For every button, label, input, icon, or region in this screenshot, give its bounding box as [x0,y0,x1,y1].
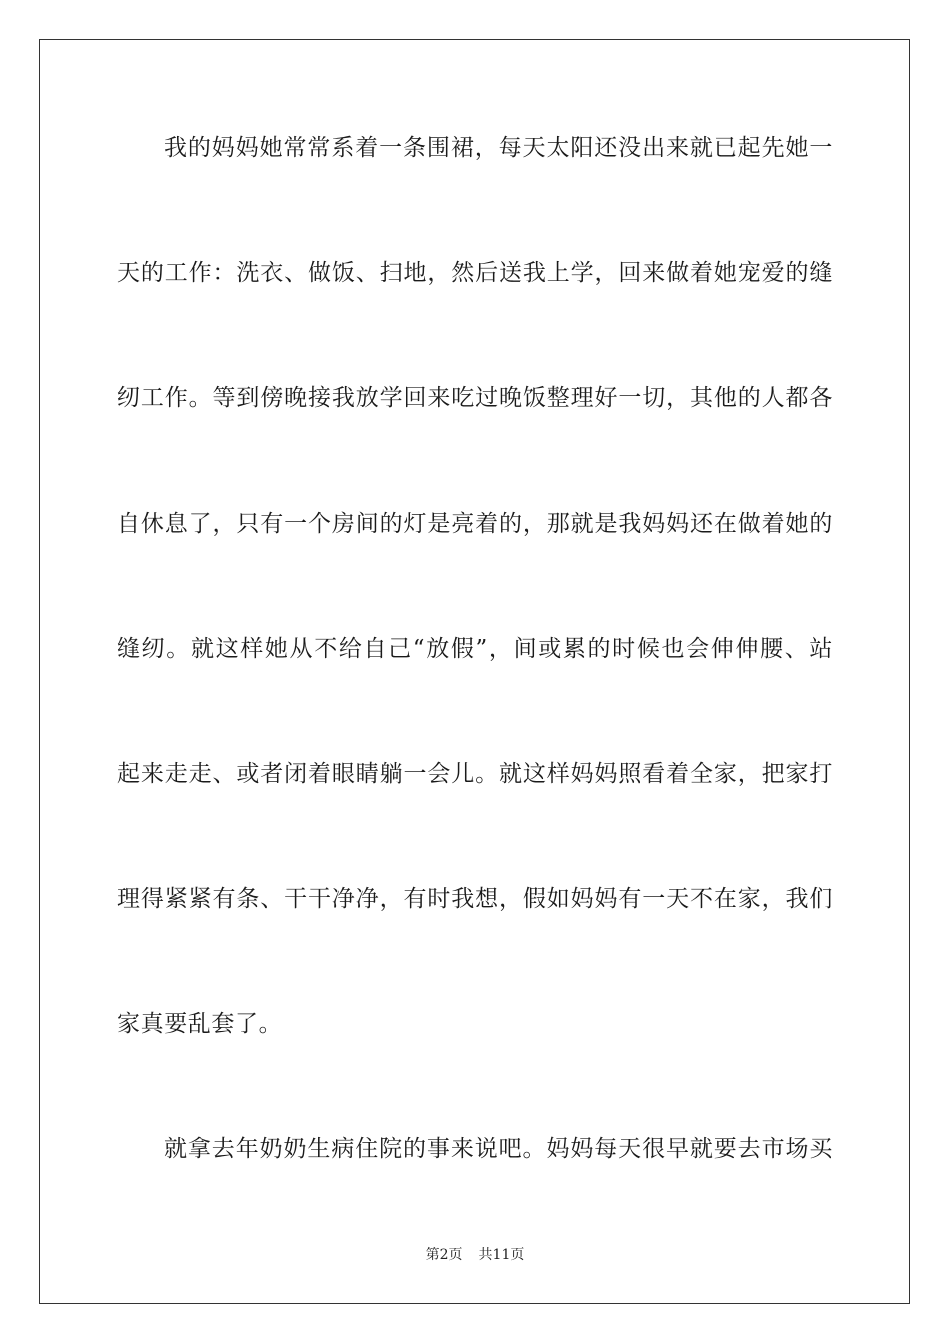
page-number: 第2页 [425,1247,463,1263]
paragraph-1-line-2: 天的工作：洗衣、做饭、扫地，然后送我上学，回来做着她宠爱的缝 [117,260,833,286]
paragraph-1-line-4: 自休息了，只有一个房间的灯是亮着的，那就是我妈妈还在做着她的 [117,511,833,537]
paragraph-1-line-6: 起来走走、或者闭着眼睛躺一会儿。就这样妈妈照看着全家，把家打 [117,761,833,787]
paragraph-1-line-3: 纫工作。等到傍晚接我放学回来吃过晚饭整理好一切，其他的人都各 [117,385,833,411]
paragraph-1-line-5: 缝纫。就这样她从不给自己“放假”，间或累的时候也会伸伸腰、站 [117,636,833,662]
page-footer [0,1246,950,1264]
paragraph-1-line-8: 家真要乱套了。 [117,1011,283,1037]
page-total: 共11页 [478,1247,525,1263]
paragraph-2-line-1: 就拿去年奶奶生病住院的事来说吧。妈妈每天很早就要去市场买 [164,1136,833,1162]
paragraph-1-line-1: 我的妈妈她常常系着一条围裙，每天太阳还没出来就已起先她一 [164,135,833,161]
page-frame [39,39,910,1304]
paragraph-1-line-7: 理得紧紧有条、干干净净，有时我想，假如妈妈有一天不在家，我们 [117,886,833,912]
